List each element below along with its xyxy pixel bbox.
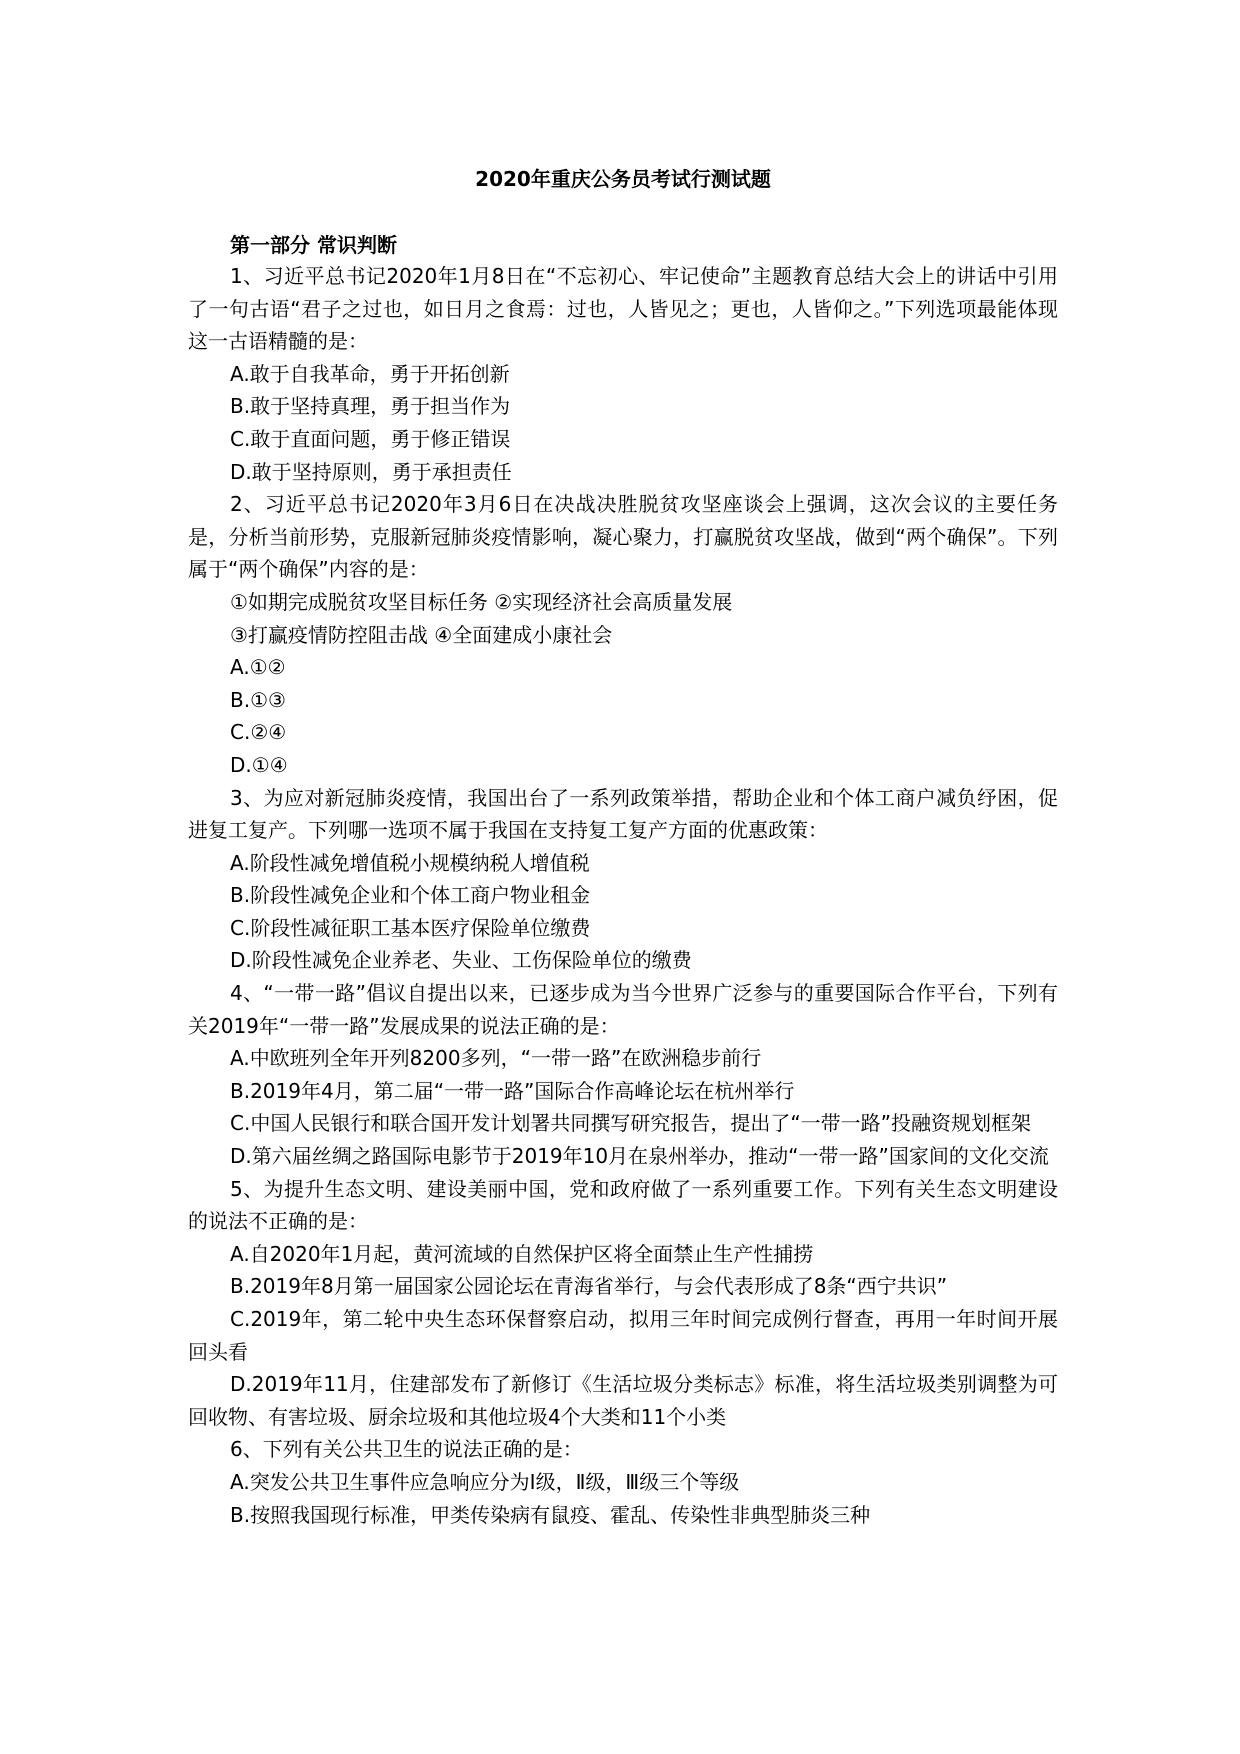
question-item: ①如期完成脱贫攻坚目标任务 ②实现经济社会高质量发展 <box>230 589 733 614</box>
question-option: D.敢于坚持原则，勇于承担责任 <box>230 459 512 484</box>
question-option: B.敢于坚持真理，勇于担当作为 <box>230 394 511 419</box>
question-stem: 5、为提升生态文明、建设美丽中国，党和政府做了一系列重要工作。下列有关生态文明建设的说法不正确的是： <box>188 1176 1058 1234</box>
question-option: A.自2020年1月起，黄河流域的自然保护区将全面禁止生产性捕捞 <box>230 1241 814 1266</box>
question-option: A.敢于自我革命，勇于开拓创新 <box>230 361 510 386</box>
question-option: B.2019年8月第一届国家公园论坛在青海省举行，与会代表形成了8条“西宁共识” <box>230 1274 948 1299</box>
question-option: B.按照我国现行标准，甲类传染病有鼠疫、霍乱、传染性非典型肺炎三种 <box>230 1502 871 1527</box>
question-option: B.①③ <box>230 687 286 712</box>
question-item: ③打赢疫情防控阻击战 ④全面建成小康社会 <box>230 622 613 647</box>
question-option: A.阶段性减免增值税小规模纳税人增值税 <box>230 850 590 875</box>
question-option: C.②④ <box>230 720 287 745</box>
question-stem: 3、为应对新冠肺炎疫情，我国出台了一系列政策举措，帮助企业和个体工商户减负纾困，促进复工复产。下列哪一选项不属于我国在支持复工复产方面的优惠政策： <box>188 785 1058 843</box>
question-stem: 2、习近平总书记2020年3月6日在决战决胜脱贫攻坚座谈会上强调，这次会议的主要任务是，分析当前形势，克服新冠肺炎疫情影响，凝心聚力，打赢脱贫攻坚战，做到“两个确保”。下列属于“两个确保”内容的是： <box>188 492 1058 582</box>
question-option: A.①② <box>230 655 286 680</box>
section-heading: 第一部分 常识判断 <box>230 233 397 257</box>
question-option: C.2019年，第二轮中央生态环保督察启动，拟用三年时间完成例行督查，再用一年时间开展回头看 <box>188 1307 1058 1364</box>
question-stem: 4、“一带一路”倡议自提出以来，已逐步成为当今世界广泛参与的重要国际合作平台，下列有关2019年“一带一路”发展成果的说法正确的是： <box>188 981 1058 1038</box>
question-option: D.第六届丝绸之路国际电影节于2019年10月在泉州举办，推动“一带一路”国家间的文化交流 <box>230 1144 1049 1169</box>
question-option: B.2019年4月，第二届“一带一路”国际合作高峰论坛在杭州举行 <box>230 1078 795 1103</box>
question-list <box>188 260 1058 1531</box>
question-option: B.阶段性减免企业和个体工商户物业租金 <box>230 883 591 908</box>
question-option: D.2019年11月，住建部发布了新修订《生活垃圾分类标志》标准，将生活垃圾类别调整为可回收物、有害垃圾、厨余垃圾和其他垃圾4个大类和11个小类 <box>188 1372 1058 1429</box>
page-title: 2020年重庆公务员考试行测试题 <box>475 167 771 191</box>
question-option: D.①④ <box>230 752 288 777</box>
question-option: A.突发公共卫生事件应急响应分为Ⅰ级，Ⅱ级，Ⅲ级三个等级 <box>230 1469 740 1494</box>
question-option: C.阶段性减征职工基本医疗保险单位缴费 <box>230 915 591 940</box>
question-stem: 6、下列有关公共卫生的说法正确的是： <box>230 1437 583 1462</box>
question-stem: 1、习近平总书记2020年1月8日在“不忘初心、牢记使命”主题教育总结大会上的讲话中引用了一句古语“君子之过也，如日月之食焉：过也，人皆见之；更也，人皆仰之。”下列选项最能体现这一古语精髓的是： <box>188 264 1058 354</box>
question-option: C.敢于直面问题，勇于修正错误 <box>230 426 511 451</box>
question-option: A.中欧班列全年开列8200多列，“一带一路”在欧洲稳步前行 <box>230 1046 762 1071</box>
question-option: C.中国人民银行和联合国开发计划署共同撰写研究报告，提出了“一带一路”投融资规划框架 <box>230 1111 1032 1136</box>
question-option: D.阶段性减免企业养老、失业、工伤保险单位的缴费 <box>230 948 692 973</box>
